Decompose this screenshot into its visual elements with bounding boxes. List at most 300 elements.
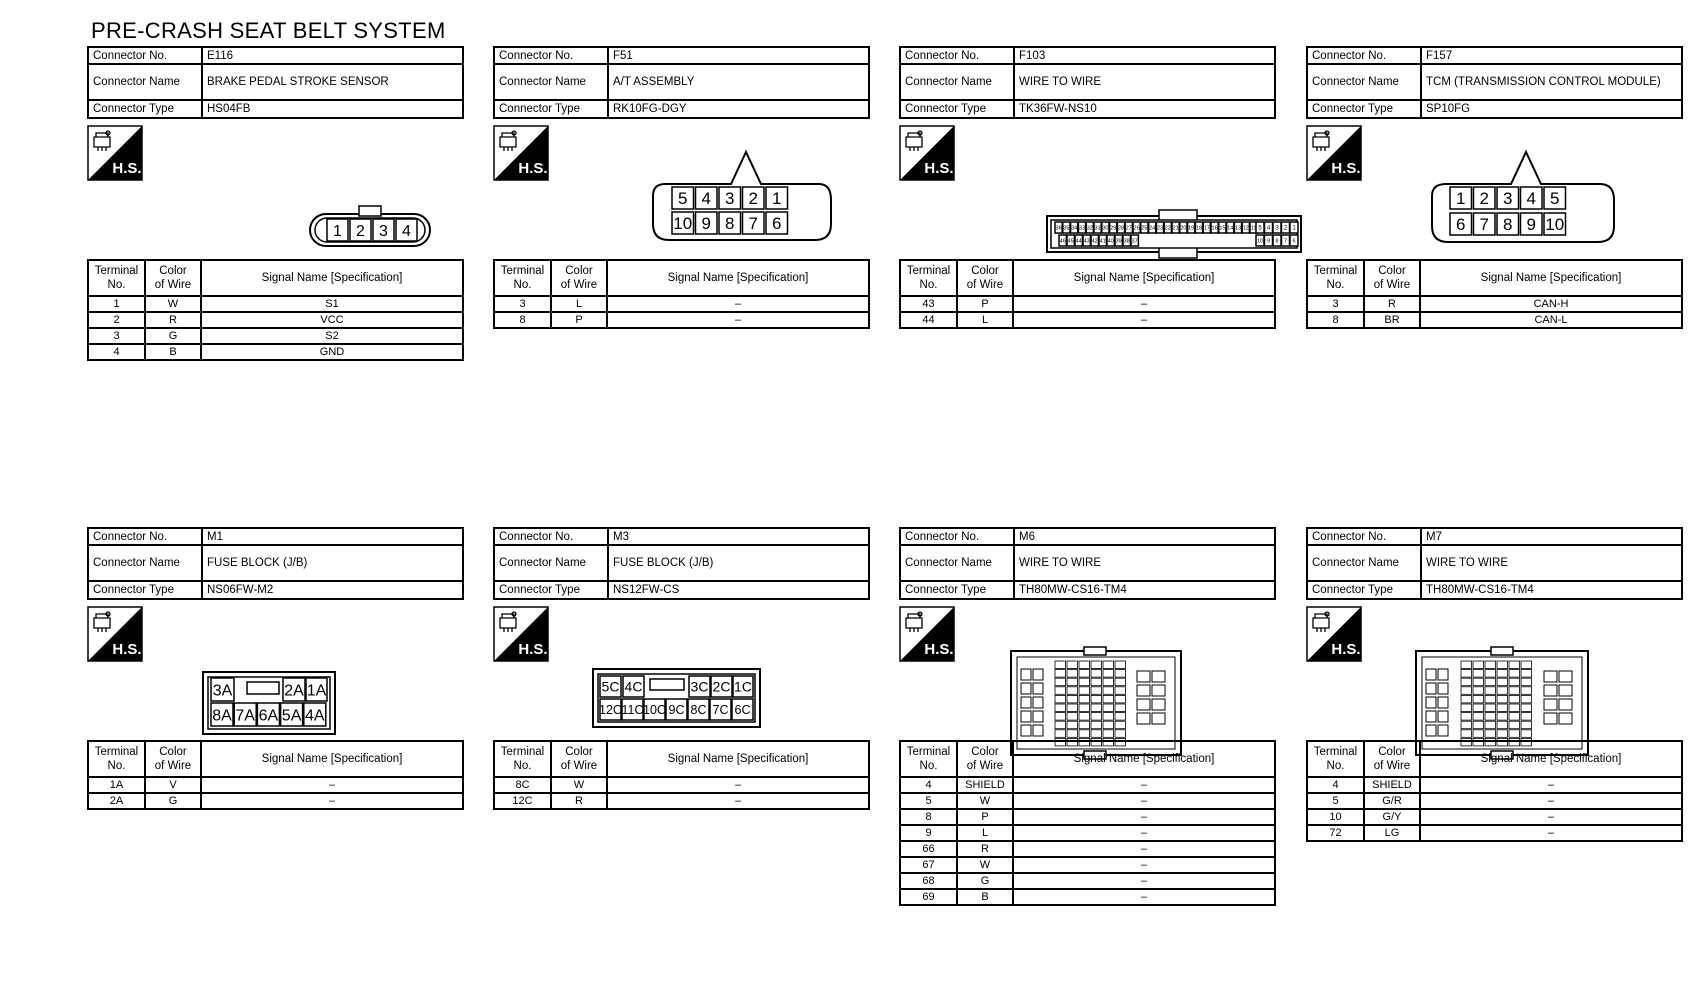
hs-badge-text: H.S. [1331,641,1361,658]
pin-label: 4 [1526,189,1536,209]
color-of-wire-header: Color of Wire [551,741,607,777]
terminal-no-cell: 67 [900,857,957,873]
pin-label: 22 [1164,225,1171,232]
wire-color-cell: G/Y [1364,809,1420,825]
connector-header-table [1306,527,1683,600]
terminal-no-cell: 9 [900,825,957,841]
signal-table [899,740,1276,906]
table-row [1307,312,1682,328]
signal-name-cell: – [1013,312,1275,328]
connector-header-table [87,46,464,119]
signal-name-header: Signal Name [Specification] [201,741,463,777]
wire-color-cell: G [145,328,201,344]
signal-name-cell: – [1013,841,1275,857]
table-row [1307,793,1682,809]
signal-name-cell: – [1420,793,1682,809]
signal-table [1306,259,1683,329]
pin-label: 9 [1526,215,1536,235]
terminal-no-cell: 1A [88,777,145,793]
pin-label: 9 [701,214,711,234]
wire-color-cell: G [145,793,201,809]
wire-color-cell: W [957,793,1013,809]
pin-label: 11 [1250,225,1257,232]
table-row [494,793,869,809]
pin-label: 34 [1071,225,1078,232]
signal-table [899,259,1276,329]
harness-side-icon [1306,125,1362,181]
signal-name-cell: – [1013,889,1275,905]
connector-no-label: Connector No. [900,528,1014,545]
wire-color-cell: R [1364,296,1420,312]
wire-color-cell: W [145,296,201,312]
terminal-no-cell: 69 [900,889,957,905]
harness-side-icon [1306,606,1362,662]
pin-label: 35 [1063,225,1070,232]
pin-label: 10 [1256,238,1264,245]
signal-name-cell: – [1013,777,1275,793]
table-row [900,312,1275,328]
pin-label: 4C [624,678,643,695]
wire-color-cell: LG [1364,825,1420,841]
hs-badge-text: H.S. [1331,160,1361,177]
pin-label: 7A [235,707,255,725]
table-row [88,312,463,328]
signal-name-cell: – [201,793,463,809]
connector-type-value: TK36FW-NS10 [1014,100,1275,118]
terminal-no-cell: 1 [88,296,145,312]
wire-color-cell: P [957,809,1013,825]
pin-label: 4 [701,189,711,209]
connector-no-value: F51 [608,47,869,64]
pin-label: 46 [1059,238,1066,245]
connector-header-table [899,527,1276,600]
pin-label: 6C [734,703,751,717]
connector-name-label: Connector Name [900,64,1014,100]
connector-no-value: F103 [1014,47,1275,64]
hs-badge-text: H.S. [518,641,548,658]
pin-label: 9 [1266,238,1271,245]
table-row [88,777,463,793]
signal-name-header: Signal Name [Specification] [201,260,463,296]
pin-label: 39 [1115,238,1122,245]
connector-no-value: F157 [1421,47,1682,64]
harness-side-icon [493,606,549,662]
color-of-wire-header: Color of Wire [957,260,1013,296]
connector-no-label: Connector No. [900,47,1014,64]
pin-label: 14 [1227,225,1234,232]
wire-color-cell: W [551,777,607,793]
connector-header-table [1306,46,1683,119]
table-row [900,777,1275,793]
connector-name-value: WIRE TO WIRE [1014,545,1275,581]
table-row [900,793,1275,809]
signal-table [87,259,464,361]
connector-type-value: NS12FW-CS [608,581,869,599]
pin-label: 28 [1117,225,1125,232]
color-of-wire-header: Color of Wire [145,260,201,296]
pin-label: 13 [1234,225,1242,232]
table-row [1307,296,1682,312]
terminal-no-cell: 2A [88,793,145,809]
pin-label: 10C [643,703,666,717]
hs-badge-text: H.S. [924,641,954,658]
terminal-no-cell: 66 [900,841,957,857]
terminal-no-cell: 4 [1307,777,1364,793]
hs-badge-text: H.S. [112,160,142,177]
harness-side-icon [899,125,955,181]
pin-label: 16 [1211,225,1218,232]
signal-name-header: Signal Name [Specification] [1420,260,1682,296]
signal-table [1306,740,1683,842]
pin-label: 38 [1123,238,1130,245]
connector-type-label: Connector Type [88,100,202,118]
pin-label: 40 [1107,238,1114,245]
table-row [900,873,1275,889]
signal-name-cell: – [1420,809,1682,825]
pin-label: 2A [284,682,304,700]
terminal-no-cell: 5 [1307,793,1364,809]
signal-table [87,740,464,810]
pin-label: 3A [212,682,233,700]
connector-face-diagram [999,607,1275,727]
pin-label: 27 [1125,225,1132,232]
pin-label: 32 [1086,225,1093,232]
pin-label: 41 [1099,238,1106,245]
pin-label: 37 [1131,238,1138,245]
pin-label: 7 [1283,238,1288,245]
connector-name-value: WIRE TO WIRE [1014,64,1275,100]
color-of-wire-header: Color of Wire [1364,741,1420,777]
signal-name-cell: – [1013,857,1275,873]
pin-label: 5 [1258,225,1262,232]
pin-label: 42 [1091,238,1098,245]
pin-label: 6 [772,214,782,234]
connector-face-diagram [187,607,463,727]
terminal-no-cell: 44 [900,312,957,328]
pin-label: 3 [379,222,388,240]
connector-type-value: RK10FG-DGY [608,100,869,118]
signal-name-header: Signal Name [Specification] [607,260,869,296]
pin-label: 26 [1133,225,1140,232]
signal-name-cell: – [1420,825,1682,841]
pin-label: 10 [1545,215,1565,235]
pin-label: 3 [1275,225,1279,232]
hs-badge-text: H.S. [112,641,142,658]
connector-type-label: Connector Type [494,100,608,118]
connector-face-diagram [593,126,869,246]
pin-label: 3 [725,189,735,209]
terminal-no-header: Terminal No. [1307,741,1364,777]
pin-label: 1 [772,189,782,209]
terminal-no-cell: 43 [900,296,957,312]
wire-color-cell: P [957,296,1013,312]
connector-name-label: Connector Name [88,64,202,100]
connector-type-label: Connector Type [900,581,1014,599]
connector-header-table [899,46,1276,119]
table-row [900,889,1275,905]
signal-name-cell: – [1013,296,1275,312]
pin-label: 7 [1479,215,1489,235]
table-row [494,296,869,312]
pin-label: 45 [1067,238,1074,245]
pin-label: 1 [333,222,342,240]
table-row [900,809,1275,825]
connector-type-value: TH80MW-CS16-TM4 [1014,581,1275,599]
signal-name-cell: S1 [201,296,463,312]
terminal-no-cell: 8C [494,777,551,793]
pin-label: 2C [712,678,731,695]
signal-name-cell: CAN-L [1420,312,1682,328]
signal-name-cell: – [1420,777,1682,793]
connector-name-value: FUSE BLOCK (J/B) [202,545,463,581]
connector-type-label: Connector Type [88,581,202,599]
connector-no-label: Connector No. [1307,528,1421,545]
pin-label: 7 [748,214,758,234]
connector-no-value: M3 [608,528,869,545]
table-row [88,328,463,344]
wire-color-cell: R [551,793,607,809]
terminal-no-cell: 72 [1307,825,1364,841]
signal-name-header: Signal Name [Specification] [1420,741,1682,777]
terminal-no-cell: 3 [88,328,145,344]
pin-label: 18 [1195,225,1203,232]
pin-label: 5 [678,189,688,209]
terminal-no-cell: 68 [900,873,957,889]
table-row [1307,809,1682,825]
terminal-no-cell: 8 [494,312,551,328]
connector-name-label: Connector Name [1307,64,1421,100]
signal-name-cell: GND [201,344,463,360]
signal-name-header: Signal Name [Specification] [1013,260,1275,296]
pin-label: 1A [306,682,327,700]
signal-name-cell: VCC [201,312,463,328]
signal-name-cell: S2 [201,328,463,344]
connector-no-value: M1 [202,528,463,545]
pin-label: 17 [1203,225,1210,232]
table-row [900,841,1275,857]
pin-label: 1 [1292,225,1296,232]
pin-label: 2 [1479,189,1489,209]
table-row [88,344,463,360]
connector-name-label: Connector Name [494,545,608,581]
connector-no-value: M7 [1421,528,1682,545]
harness-side-icon [87,606,143,662]
pin-label: 44 [1075,238,1082,245]
harness-side-icon [899,606,955,662]
connector-face-diagram [1406,607,1682,727]
pin-label: 12C [599,703,622,717]
terminal-no-header: Terminal No. [88,260,145,296]
table-row [1307,777,1682,793]
pin-label: 36 [1055,225,1062,232]
table-row [494,777,869,793]
terminal-no-header: Terminal No. [494,741,551,777]
table-row [88,296,463,312]
wire-color-cell: SHIELD [1364,777,1420,793]
harness-side-icon [493,125,549,181]
terminal-no-cell: 8 [1307,312,1364,328]
connector-type-label: Connector Type [1307,581,1421,599]
pin-label: 2 [356,222,365,240]
pin-label: 6 [1292,238,1296,245]
connector-no-label: Connector No. [88,47,202,64]
pin-label: 10 [673,214,693,234]
signal-name-cell: – [607,793,869,809]
terminal-no-header: Terminal No. [494,260,551,296]
wire-color-cell: G [957,873,1013,889]
pin-label: 21 [1172,225,1179,232]
connector-header-table [87,527,464,600]
terminal-no-cell: 3 [494,296,551,312]
connector-name-label: Connector Name [900,545,1014,581]
wire-color-cell: B [145,344,201,360]
pin-label: 31 [1094,225,1101,232]
signal-name-cell: – [1013,793,1275,809]
connector-name-value: A/T ASSEMBLY [608,64,869,100]
pin-label: 4 [402,222,411,240]
table-row [494,312,869,328]
connector-face-diagram [1406,126,1682,246]
connector-type-value: NS06FW-M2 [202,581,463,599]
connector-name-value: BRAKE PEDAL STROKE SENSOR [202,64,463,100]
pin-label: 19 [1188,225,1195,232]
terminal-no-cell: 4 [88,344,145,360]
wire-color-cell: L [957,312,1013,328]
terminal-no-cell: 12C [494,793,551,809]
wire-color-cell: L [551,296,607,312]
terminal-no-header: Terminal No. [900,741,957,777]
terminal-no-cell: 8 [900,809,957,825]
hs-badge-text: H.S. [518,160,548,177]
harness-side-icon [87,125,143,181]
wire-color-cell: G/R [1364,793,1420,809]
wire-color-cell: B [957,889,1013,905]
connector-type-label: Connector Type [1307,100,1421,118]
pin-label: 3C [690,678,709,695]
pin-label: 4A [305,707,325,725]
pin-label: 9C [668,703,685,717]
signal-name-cell: – [1013,825,1275,841]
pin-label: 5C [601,678,620,695]
table-row [88,793,463,809]
connector-name-value: TCM (TRANSMISSION CONTROL MODULE) [1421,64,1682,100]
pin-label: 8A [212,707,232,725]
wire-color-cell: R [957,841,1013,857]
signal-table [493,259,870,329]
pin-label: 8 [1275,238,1279,245]
pin-label: 8 [1503,215,1513,235]
pin-label: 25 [1141,225,1148,232]
connector-face-diagram [187,126,463,246]
pin-label: 20 [1180,225,1187,232]
table-row [900,296,1275,312]
signal-name-cell: – [201,777,463,793]
connector-no-label: Connector No. [494,528,608,545]
terminal-no-header: Terminal No. [88,741,145,777]
connector-header-table [493,527,870,600]
wire-color-cell: BR [1364,312,1420,328]
signal-name-cell: – [1013,809,1275,825]
connector-header-table [493,46,870,119]
color-of-wire-header: Color of Wire [1364,260,1420,296]
pin-label: 2 [748,189,758,209]
wire-color-cell: SHIELD [957,777,1013,793]
terminal-no-cell: 2 [88,312,145,328]
pin-label: 7C [712,703,729,717]
pin-label: 12 [1242,225,1249,232]
pin-label: 6 [1456,215,1466,235]
connector-no-label: Connector No. [1307,47,1421,64]
connector-no-label: Connector No. [88,528,202,545]
pin-label: 1C [734,678,752,695]
pin-label: 3 [1503,189,1513,209]
connector-no-label: Connector No. [494,47,608,64]
signal-name-cell: – [607,777,869,793]
pin-label: 5A [281,707,302,725]
connector-type-value: TH80MW-CS16-TM4 [1421,581,1682,599]
page-title: PRE-CRASH SEAT BELT SYSTEM [91,18,446,43]
connector-name-value: WIRE TO WIRE [1421,545,1682,581]
pin-label: 29 [1110,225,1117,232]
terminal-no-cell: 3 [1307,296,1364,312]
connector-name-label: Connector Name [88,545,202,581]
connector-name-label: Connector Name [1307,545,1421,581]
pin-label: 2 [1283,225,1288,232]
terminal-no-header: Terminal No. [1307,260,1364,296]
terminal-no-cell: 10 [1307,809,1364,825]
pin-label: 5 [1550,189,1560,209]
pin-label: 30 [1102,225,1109,232]
pin-label: 24 [1149,225,1156,232]
connector-type-value: SP10FG [1421,100,1682,118]
table-row [900,857,1275,873]
signal-name-cell: – [607,296,869,312]
pin-label: 4 [1266,225,1271,232]
pin-label: 33 [1078,225,1086,232]
wire-color-cell: V [145,777,201,793]
connector-no-value: M6 [1014,528,1275,545]
hs-badge-text: H.S. [924,160,954,177]
connector-face-diagram [999,126,1296,246]
pin-label: 11C [621,703,644,717]
signal-name-cell: – [607,312,869,328]
terminal-no-cell: 4 [900,777,957,793]
pin-label: 15 [1219,225,1226,232]
wire-color-cell: W [957,857,1013,873]
terminal-no-header: Terminal No. [900,260,957,296]
wire-color-cell: L [957,825,1013,841]
wire-color-cell: P [551,312,607,328]
pin-label: 8C [690,703,707,717]
signal-name-header: Signal Name [Specification] [1013,741,1275,777]
table-row [900,825,1275,841]
signal-name-header: Signal Name [Specification] [607,741,869,777]
pin-label: 1 [1456,189,1466,209]
connector-face-diagram [593,607,869,727]
signal-name-cell: CAN-H [1420,296,1682,312]
connector-type-value: HS04FB [202,100,463,118]
connector-type-label: Connector Type [900,100,1014,118]
color-of-wire-header: Color of Wire [145,741,201,777]
signal-name-cell: – [1013,873,1275,889]
connector-name-label: Connector Name [494,64,608,100]
pin-label: 43 [1083,238,1090,245]
terminal-no-cell: 5 [900,793,957,809]
connector-name-value: FUSE BLOCK (J/B) [608,545,869,581]
pin-label: 23 [1156,225,1164,232]
connector-type-label: Connector Type [494,581,608,599]
pin-label: 6A [258,707,279,725]
